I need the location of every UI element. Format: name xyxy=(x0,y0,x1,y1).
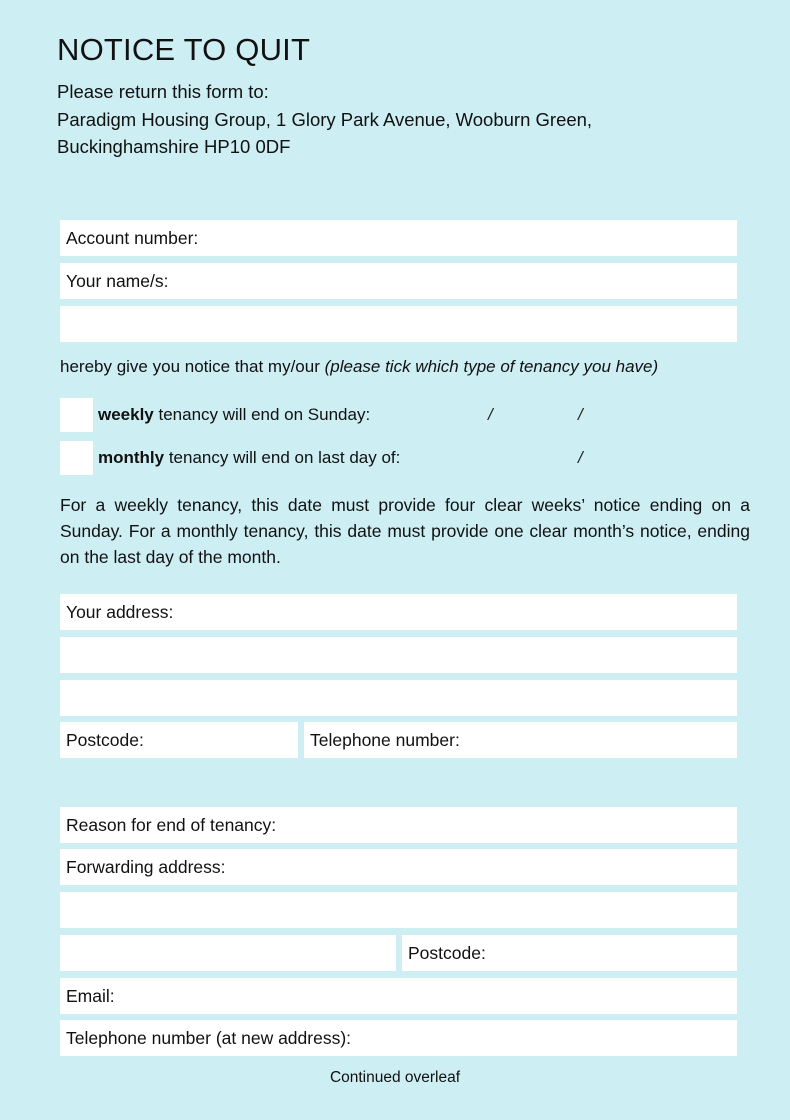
telephone-new-address-field[interactable] xyxy=(60,1020,737,1056)
monthly-date-separator-1: / xyxy=(578,448,583,467)
tenancy-monthly-bold-label: monthly xyxy=(98,448,165,467)
email-label: Email: xyxy=(66,986,115,1006)
tenancy-weekly-label xyxy=(98,404,370,426)
tenancy-notice-guidance-text: For a weekly tenancy, this date must provide four clear weeks’ notice ending on a Sunday. For a monthly tenancy, this date must provide one clear month’s notice, ending on the last day of the month. xyxy=(60,495,750,567)
tenancy-monthly-checkbox[interactable] xyxy=(60,441,93,475)
your-names-field[interactable] xyxy=(60,263,737,299)
postcode-label: Postcode: xyxy=(66,730,144,750)
weekly-date-separator-1: / xyxy=(488,405,493,424)
tenancy-weekly-checkbox[interactable] xyxy=(60,398,93,432)
hereby-notice-text: hereby give you notice that my/our xyxy=(60,357,325,376)
tick-instruction-text: (please tick which type of tenancy you have) xyxy=(324,357,659,376)
hereby-notice-line xyxy=(60,356,658,378)
tenancy-weekly-bold-label: weekly xyxy=(98,405,154,424)
your-names-label: Your name/s: xyxy=(66,271,169,291)
tenancy-monthly-label xyxy=(98,447,400,469)
return-intro-text: Please return this form to: xyxy=(57,81,269,102)
telephone-number-field[interactable] xyxy=(304,722,737,758)
page-title: NOTICE TO QUIT xyxy=(57,32,311,67)
forwarding-line-2-field[interactable] xyxy=(60,892,737,928)
account-number-label: Account number: xyxy=(66,228,199,248)
reason-for-end-of-tenancy-field[interactable] xyxy=(60,807,737,843)
account-number-field[interactable] xyxy=(60,220,737,256)
forwarding-postcode-field[interactable] xyxy=(402,935,737,971)
telephone-new-address-label: Telephone number (at new address): xyxy=(66,1028,352,1048)
tenancy-notice-guidance xyxy=(60,492,750,570)
forwarding-address-field[interactable] xyxy=(60,849,737,885)
address-line-3-field[interactable] xyxy=(60,680,737,716)
forwarding-address-label: Forwarding address: xyxy=(66,857,226,877)
forwarding-postcode-label: Postcode: xyxy=(408,943,486,963)
postcode-field[interactable] xyxy=(60,722,298,758)
your-address-field[interactable] xyxy=(60,594,737,630)
tenancy-monthly-rest-label: tenancy will end on last day of: xyxy=(164,448,401,467)
email-field[interactable] xyxy=(60,978,737,1014)
form-header xyxy=(57,30,747,161)
telephone-number-label: Telephone number: xyxy=(310,730,460,750)
tenancy-option-monthly-row xyxy=(60,441,740,475)
names-continuation-field[interactable] xyxy=(60,306,737,342)
tenancy-option-weekly-row xyxy=(60,398,740,432)
weekly-date-separator-2: / xyxy=(578,405,583,424)
reason-for-end-of-tenancy-label: Reason for end of tenancy: xyxy=(66,815,277,835)
return-instructions xyxy=(57,78,657,161)
address-line-2-field[interactable] xyxy=(60,637,737,673)
return-address-text: Paradigm Housing Group, 1 Glory Park Avenue, Wooburn Green, Buckinghamshire HP10 0DF xyxy=(57,108,593,157)
tenancy-weekly-rest-label: tenancy will end on Sunday: xyxy=(153,405,371,424)
continued-overleaf-note: Continued overleaf xyxy=(329,1069,461,1086)
your-address-label: Your address: xyxy=(66,602,174,622)
forwarding-line-3-field[interactable] xyxy=(60,935,396,971)
